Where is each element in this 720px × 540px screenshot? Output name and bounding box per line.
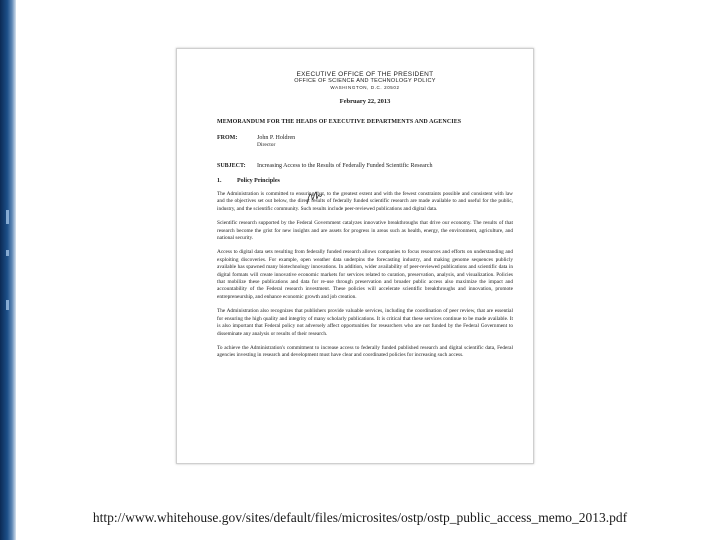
agency-name: EXECUTIVE OFFICE OF THE PRESIDENT (296, 71, 434, 78)
memo-paragraph: Access to digital data sets resulting from federally funded research allows companies to focus resources and efforts on understanding and exploiting discoveries. For example, open weather data underpins the forecasting industry, and making genome sequences publicly available has spawned many biotechnology innovations. In addition, wider availability of peer-reviewed publications and scientific data in digital formats will create innovative economic markets for services related to curation, preservation, analysis, and visualization. Policies that mobilize these publications and data for re-use through preservation and broader public access also maximize the impact and accountability of the Federal research investment. These policies will accelerate scientific breakthroughs and innovation, promote entrepreneurship, and enhance economic growth and job creation. (217, 249, 513, 300)
letterhead (217, 71, 513, 90)
section-number: 1. (217, 178, 222, 184)
from-row (217, 135, 513, 149)
accent-mark (6, 250, 9, 256)
memo-paragraph: The Administration also recognizes that publishers provide valuable services, including the coordination of peer review, that are essential for ensuring the high quality and integrity of many scholarly publications. It is critical that these services continue to be made available. It is also important that Federal policy not adversely affect opportunities for researchers who are not funded by the Federal Government to disseminate any analysis or results of their research. (217, 308, 513, 337)
subject-text: Increasing Access to the Results of Federally Funded Scientific Research (257, 163, 433, 169)
from-label: FROM: (217, 135, 238, 141)
from-title: Director (257, 142, 276, 148)
from-name: John P. Holdren (257, 135, 296, 141)
office-location: WASHINGTON, D.C. 20502 (330, 85, 400, 90)
section-title: Policy Principles (237, 178, 280, 184)
subject-label: SUBJECT: (217, 163, 246, 169)
subject-row (217, 163, 513, 170)
memo-paragraph: To achieve the Administration's commitment to increase access to federally funded published research and digital scientific data, Federal agencies investing in research and development must have clear and coordinated policies for increasing such access. (217, 344, 513, 359)
office-name: OFFICE OF SCIENCE AND TECHNOLOGY POLICY (294, 78, 436, 84)
memo-paragraph: Scientific research supported by the Federal Government catalyzes innovative breakthroughs that drive our economy. The results of that research become the grist for new insights and are assets for progress in areas such as health, energy, the environment, agriculture, and national security. (217, 220, 513, 242)
memo-paragraph: The Administration is committed to ensuring that, to the greatest extent and with the fewest constraints possible and consistent with law and the objectives set out below, the direct results of federally funded scientific research are made available to and useful for the public, industry, and the scientific community. Such results include peer-reviewed publications and digital data. (217, 191, 513, 212)
from-value (257, 135, 513, 149)
memo-date: February 22, 2013 (339, 98, 391, 105)
section-heading (217, 178, 513, 184)
memo-title: MEMORANDUM FOR THE HEADS OF EXECUTIVE DEPARTMENTS AND AGENCIES (217, 119, 462, 125)
source-url-caption: http://www.whitehouse.gov/sites/default/files/microsites/ostp/ostp_public_access_memo_2013.pdf (92, 510, 628, 525)
accent-mark (6, 300, 9, 310)
memo-document-image (176, 48, 534, 464)
slide-left-accent-bar (0, 0, 16, 540)
accent-mark (6, 210, 9, 224)
